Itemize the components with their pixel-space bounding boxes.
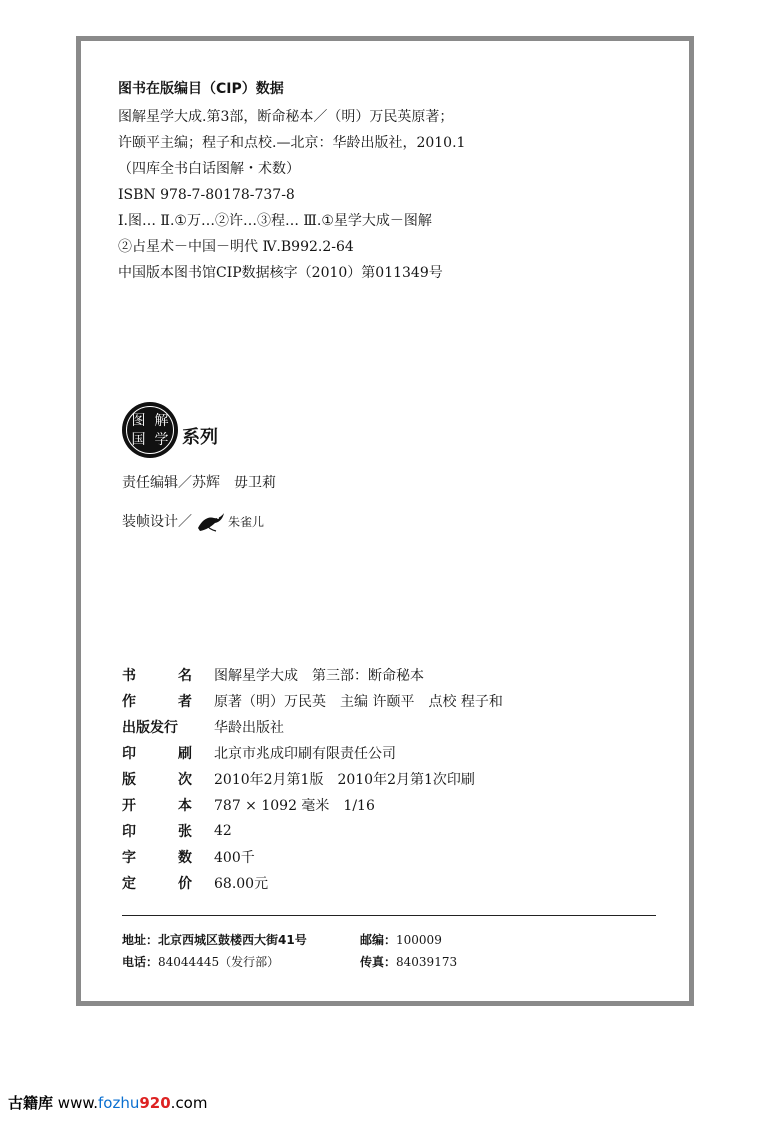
spec-label-char: 印 bbox=[122, 824, 136, 840]
cip-block bbox=[118, 76, 465, 286]
divider bbox=[122, 915, 656, 916]
credits bbox=[122, 474, 276, 534]
editor-name: 毋卫莉 bbox=[234, 475, 276, 491]
series-text: 系列 bbox=[182, 427, 218, 448]
seal-char: 学 bbox=[154, 431, 169, 448]
spec-label-char: 定 bbox=[122, 876, 136, 892]
spec-label-char: 作 bbox=[122, 694, 136, 710]
seal-char: 国 bbox=[131, 431, 146, 448]
spec-row bbox=[122, 818, 503, 844]
spec-label-char: 书 bbox=[122, 668, 136, 684]
editor-label: 责任编辑／ bbox=[122, 475, 192, 491]
spec-value: 原著（明）万民英 主编 许颐平 点校 程子和 bbox=[214, 694, 503, 710]
bird-icon bbox=[196, 510, 226, 534]
watermark-url-part: fozhu bbox=[98, 1094, 140, 1112]
editor-credit bbox=[122, 474, 276, 492]
editor-name: 苏辉 bbox=[192, 475, 220, 491]
watermark-label: 古籍库 bbox=[8, 1094, 54, 1112]
spec-value: 42 bbox=[214, 823, 232, 839]
spec-value: 400千 bbox=[214, 850, 255, 866]
fax: 84039173 bbox=[396, 955, 458, 969]
cip-line: 中国版本图书馆CIP数据核字（2010）第011349号 bbox=[118, 265, 443, 281]
series-seal bbox=[122, 402, 178, 458]
spec-label-char: 数 bbox=[178, 850, 192, 866]
watermark-url-part: .com bbox=[170, 1094, 208, 1112]
seal-char: 图 bbox=[131, 412, 146, 429]
postcode: 100009 bbox=[396, 933, 442, 947]
spec-label-char: 印 bbox=[122, 746, 136, 762]
cip-title: 图书在版编目（CIP）数据 bbox=[118, 81, 284, 97]
spec-value: 图解星学大成 第三部：断命秘本 bbox=[214, 668, 424, 684]
spec-row bbox=[122, 870, 503, 896]
spec-label-char: 字 bbox=[122, 850, 136, 866]
spec-label-char: 次 bbox=[178, 772, 192, 788]
seal-char: 解 bbox=[154, 412, 169, 429]
spec-label-char: 开 bbox=[122, 798, 136, 814]
cip-line: 图解星学大成.第3部，断命秘本／（明）万民英原著； bbox=[118, 109, 454, 125]
site-watermark bbox=[8, 1092, 207, 1113]
spec-label-char: 本 bbox=[178, 798, 192, 814]
spec-value: 787 × 1092 毫米 1/16 bbox=[214, 798, 375, 814]
spec-row bbox=[122, 688, 503, 714]
series-logo bbox=[122, 402, 218, 458]
spec-value: 北京市兆成印刷有限责任公司 bbox=[214, 746, 396, 762]
spec-value: 华龄出版社 bbox=[214, 720, 284, 736]
spec-row bbox=[122, 740, 503, 766]
spec-row bbox=[122, 662, 503, 688]
spec-table bbox=[122, 662, 503, 896]
spec-label-char: 版 bbox=[122, 772, 136, 788]
spec-row bbox=[122, 792, 503, 818]
spec-label-char: 刷 bbox=[178, 746, 192, 762]
publisher-contact bbox=[122, 929, 457, 973]
design-credit bbox=[122, 510, 276, 534]
design-label: 装帧设计／ bbox=[122, 514, 192, 530]
spec-label-char: 名 bbox=[178, 668, 192, 684]
cip-line: （四库全书白话图解・术数） bbox=[118, 161, 300, 177]
cip-line: ISBN 978-7-80178-737-8 bbox=[118, 187, 295, 203]
cip-line: ②占星术－中国－明代 Ⅳ.B992.2-64 bbox=[118, 239, 354, 255]
address: 北京西城区鼓楼西大街41号 bbox=[158, 933, 307, 947]
spec-label-char: 者 bbox=[178, 694, 192, 710]
spec-value: 2010年2月第1版 2010年2月第1次印刷 bbox=[214, 772, 475, 788]
spec-row bbox=[122, 766, 503, 792]
spec-label-char: 出版发行 bbox=[122, 720, 178, 736]
spec-row bbox=[122, 844, 503, 870]
cip-line: Ⅰ.图… Ⅱ.①万…②许…③程… Ⅲ.①星学大成－图解 bbox=[118, 213, 432, 229]
spec-label-char: 价 bbox=[178, 876, 192, 892]
watermark-url-part: www. bbox=[57, 1094, 98, 1112]
fax-label: 传真： bbox=[360, 955, 397, 969]
phone: 84044445（发行部） bbox=[158, 955, 280, 969]
designer-name: 朱雀儿 bbox=[228, 515, 265, 529]
phone-label: 电话： bbox=[122, 955, 159, 969]
spec-value: 68.00元 bbox=[214, 876, 269, 892]
address-label: 地址： bbox=[122, 933, 159, 947]
postcode-label: 邮编： bbox=[360, 933, 397, 947]
spec-label-char: 张 bbox=[178, 824, 192, 840]
spec-row bbox=[122, 714, 503, 740]
watermark-url-part: 920 bbox=[139, 1094, 171, 1112]
cip-line: 许颐平主编；程子和点校.—北京：华龄出版社，2010.1 bbox=[118, 135, 466, 151]
